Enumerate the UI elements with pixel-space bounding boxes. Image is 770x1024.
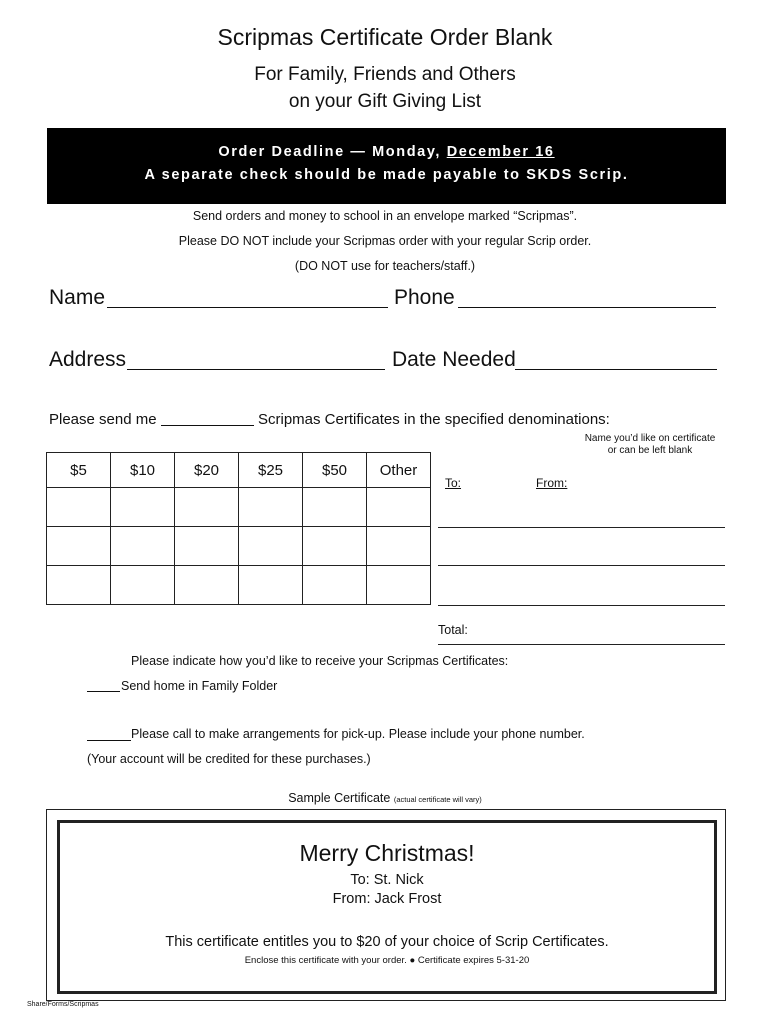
name-note-line-1: Name you’d like on certificate — [584, 433, 716, 444]
deadline-banner — [47, 128, 726, 204]
date-needed-label: Date Needed — [392, 348, 516, 371]
denom-cell[interactable] — [367, 527, 431, 566]
deadline-date: December 16 — [446, 144, 555, 160]
instruction-line-1: Send orders and money to school in an envelope marked “Scripmas”. — [192, 209, 578, 223]
deadline-line — [47, 144, 726, 160]
name-field[interactable] — [107, 307, 388, 308]
certificate-from: From: Jack Frost — [332, 891, 442, 907]
total-line[interactable] — [438, 644, 725, 645]
denom-cell[interactable] — [111, 527, 175, 566]
denom-cell[interactable] — [239, 488, 303, 527]
name-label: Name — [49, 286, 106, 309]
denom-cell[interactable] — [47, 488, 111, 527]
denom-cell[interactable] — [239, 527, 303, 566]
certificate-expires: Certificate expires 5-31-20 — [417, 955, 530, 966]
denom-cell[interactable] — [111, 488, 175, 527]
certificate-entitles: This certificate entitles you to $20 of your choice of Scrip Certificates. — [165, 934, 609, 950]
certificate-enclose: Enclose this certificate with your order. — [244, 955, 407, 966]
denom-cell[interactable] — [303, 527, 367, 566]
deadline-prefix: Order Deadline — Monday, — [218, 144, 447, 160]
phone-field[interactable] — [458, 307, 716, 308]
denomination-table — [46, 452, 431, 605]
denom-cell[interactable] — [303, 488, 367, 527]
denom-header-10: $10 — [111, 453, 175, 488]
option2-blank[interactable] — [87, 740, 131, 741]
denom-header-50: $50 — [303, 453, 367, 488]
certificate-enclose-line — [57, 955, 717, 966]
table-row — [47, 527, 431, 566]
name-note — [560, 433, 740, 457]
quantity-prefix: Please send me — [49, 411, 157, 428]
address-label: Address — [49, 348, 127, 371]
option2-label: Please call to make arrangements for pick-up. Please include your phone number. — [131, 727, 585, 741]
subtitle-line-2: on your Gift Giving List — [288, 91, 482, 112]
option1-label: Send home in Family Folder — [121, 679, 278, 693]
denom-header-other: Other — [367, 453, 431, 488]
denom-cell[interactable] — [367, 566, 431, 605]
date-needed-field[interactable] — [515, 369, 717, 370]
quantity-field[interactable] — [161, 425, 254, 426]
option1-blank[interactable] — [87, 691, 120, 692]
to-from-line-2[interactable] — [438, 565, 725, 566]
instruction-line-2: Please DO NOT include your Scripmas order with your regular Scrip order. — [178, 234, 592, 248]
receive-prompt: Please indicate how you’d like to receive your Scripmas Certificates: — [131, 654, 509, 668]
quantity-suffix: Scripmas Certificates in the specified denominations: — [258, 411, 610, 428]
page-title: Scripmas Certificate Order Blank — [217, 24, 553, 50]
sample-note: (actual certificate will vary) — [393, 795, 482, 804]
sample-label-text: Sample Certificate — [288, 791, 391, 805]
denom-cell[interactable] — [47, 527, 111, 566]
total-label: Total: — [438, 623, 468, 637]
certificate-greeting: Merry Christmas! — [299, 840, 475, 866]
address-field[interactable] — [127, 369, 385, 370]
denom-cell[interactable] — [175, 527, 239, 566]
denom-cell[interactable] — [111, 566, 175, 605]
sample-label — [0, 791, 770, 805]
table-row — [47, 566, 431, 605]
denom-cell[interactable] — [175, 566, 239, 605]
footer-path: Share/Forms/Scripmas — [27, 1001, 99, 1008]
bullet-icon: ● — [409, 955, 416, 966]
check-note: A separate check should be made payable to SKDS Scrip. — [144, 167, 629, 183]
denom-cell[interactable] — [239, 566, 303, 605]
instruction-line-3: (DO NOT use for teachers/staff.) — [294, 259, 476, 273]
from-label: From: — [536, 476, 568, 490]
denom-cell[interactable] — [175, 488, 239, 527]
denom-header-25: $25 — [239, 453, 303, 488]
subtitle-line-1: For Family, Friends and Others — [254, 64, 516, 85]
denom-cell[interactable] — [367, 488, 431, 527]
table-row — [47, 488, 431, 527]
to-from-line-3[interactable] — [438, 605, 725, 606]
credit-note: (Your account will be credited for these purchases.) — [87, 752, 371, 766]
to-from-line-1[interactable] — [438, 527, 725, 528]
denom-cell[interactable] — [303, 566, 367, 605]
name-note-line-2: or can be left blank — [607, 445, 693, 456]
to-label: To: — [445, 476, 462, 490]
denom-header-5: $5 — [47, 453, 111, 488]
denomination-header-row — [47, 453, 431, 488]
certificate-to: To: St. Nick — [350, 872, 424, 888]
denom-header-20: $20 — [175, 453, 239, 488]
denom-cell[interactable] — [47, 566, 111, 605]
phone-label: Phone — [394, 286, 455, 309]
